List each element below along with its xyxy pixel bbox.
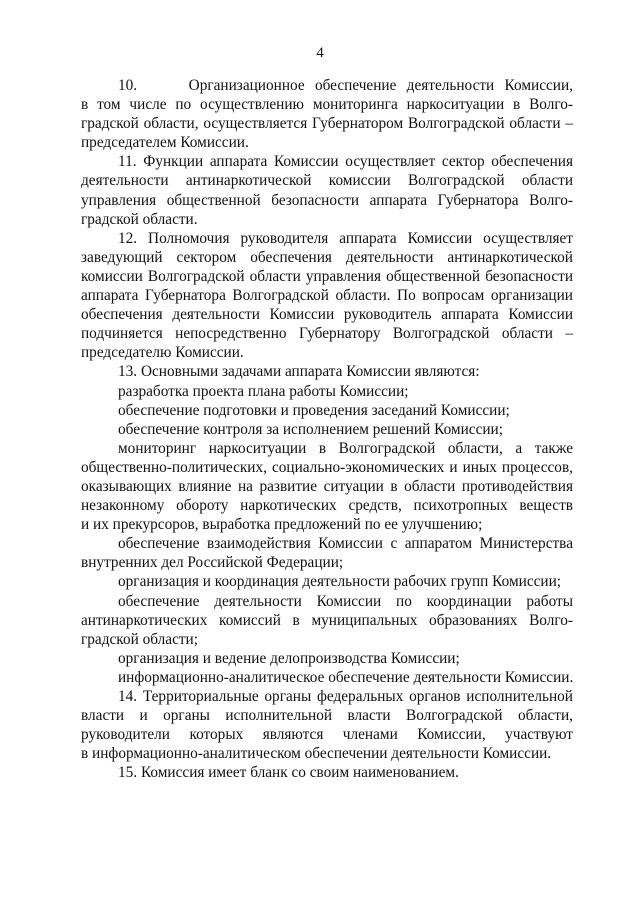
text-line: в том числе по осуществлению мониторинга наркоситуации в Волго- (81, 96, 573, 114)
page-number: 4 (316, 45, 324, 61)
text-line: информационно-аналитическое обеспечение деятельности Комиссии. (118, 668, 574, 686)
text-line: председателем Комиссии. (81, 134, 249, 152)
document-body (81, 76, 573, 782)
text-line: обеспечение деятельности Комиссии по координации работы (118, 592, 573, 610)
text-line: председателю Комиссии. (81, 344, 244, 362)
text-line: власти и органы исполнительной власти Волгоградской области, (81, 707, 573, 725)
text-line: деятельности антинаркотической комиссии Волгоградской области (81, 172, 573, 190)
text-line: 13. Основными задачами аппарата Комиссии являются: (118, 363, 480, 381)
text-line: 11. Функции аппарата Комиссии осуществляет сектор обеспечения (118, 153, 573, 171)
text-line: антинаркотических комиссий в муниципальных образованиях Волго- (81, 611, 573, 629)
text-line: аппарата Губернатора Волгоградской области. По вопросам организации (81, 287, 573, 305)
text-line: градской области; (81, 630, 198, 648)
text-line: подчиняется непосредственно Губернатору Волгоградской области – (81, 325, 573, 343)
text-line: градской области, осуществляется Губернатором Волгоградской области – (81, 115, 573, 133)
text-line: градской области. (81, 210, 198, 228)
text-line: заведующий сектором обеспечения деятельности антинаркотической (81, 248, 573, 266)
text-line: мониторинг наркоситуации в Волгоградской области, а также (118, 439, 573, 457)
text-line: незаконному обороту наркотических средств, психотропных веществ (81, 497, 573, 515)
text-line: организация и ведение делопроизводства Комиссии; (118, 649, 460, 667)
text-line: обеспечение взаимодействия Комиссии с аппаратом Министерства (118, 535, 573, 553)
text-line: 14. Территориальные органы федеральных органов исполнительной (118, 688, 573, 705)
text-line: 15. Комиссия имеет бланк со своим наименованием. (118, 764, 459, 782)
text-line: обеспечение контроля за исполнением решений Комиссии; (118, 420, 503, 438)
text-line: организация и координация деятельности рабочих групп Комиссии; (118, 573, 562, 591)
text-line: обеспечения деятельности Комиссии руководитель аппарата Комиссии (81, 306, 573, 324)
text-line: и их прекурсоров, выработка предложений по ее улучшению; (81, 516, 483, 534)
text-line: руководители которых являются членами Комиссии, участвуют (81, 726, 573, 744)
text-line: 10. Организационное обеспечение деятельности Комиссии, (118, 77, 573, 94)
text-line: 12. Полномочия руководителя аппарата Комиссии осуществляет (118, 229, 573, 247)
text-line: управления общественной безопасности аппарата Губернатора Волго- (81, 191, 573, 209)
text-line: комиссии Волгоградской области управления общественной безопасности (81, 267, 573, 285)
text-line: внутренних дел Российской Федерации; (81, 554, 344, 572)
text-line: разработка проекта плана работы Комиссии; (118, 382, 409, 400)
text-line: обеспечение подготовки и проведения заседаний Комиссии; (118, 401, 510, 419)
text-line: в информационно-аналитическом обеспечении деятельности Комиссии. (81, 745, 552, 763)
text-line: оказывающих влияние на развитие ситуации в области противодействия (81, 477, 573, 495)
text-line: общественно-политических, социально-экономических и иных процессов, (81, 458, 573, 476)
